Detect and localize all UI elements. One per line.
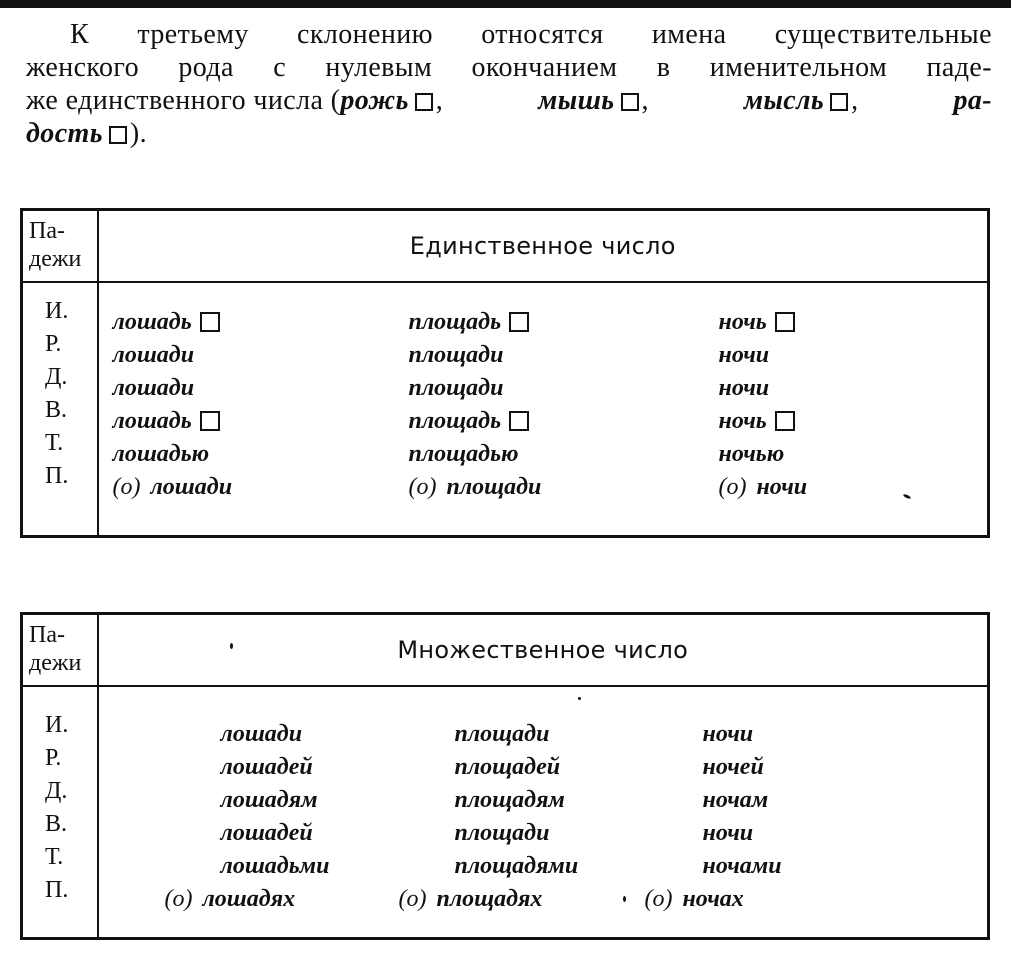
- preposition: (о): [398, 885, 427, 912]
- preposition: (о): [164, 885, 193, 912]
- intro-word: в: [656, 52, 671, 83]
- word-form: ночи: [718, 374, 770, 401]
- intro-line-1: [26, 18, 992, 51]
- word-text: лошади: [150, 473, 233, 500]
- example-word: ра-: [953, 85, 992, 116]
- case-column: [22, 282, 98, 537]
- corner-label: Па-: [29, 622, 65, 648]
- word-text: лошадь: [112, 308, 192, 335]
- top-border-bar: [0, 0, 1011, 8]
- word-text: лошадях: [202, 885, 296, 912]
- case-label: Д.: [45, 363, 68, 390]
- case-label: П.: [45, 462, 69, 489]
- null-ending-box-icon: [621, 93, 639, 111]
- intro-word: склонению: [297, 19, 433, 50]
- intro-paragraph: [26, 18, 992, 150]
- word-form: ночами: [702, 852, 782, 879]
- preposition: (о): [112, 473, 141, 500]
- word-form: ночи: [702, 720, 754, 747]
- intro-example: мысль ,: [743, 85, 859, 116]
- case-label: Р.: [45, 330, 62, 357]
- null-ending-box-icon: [200, 411, 220, 431]
- word-form: площадью: [408, 440, 519, 467]
- intro-line-3-text: же единственного числа (рожь ,: [26, 85, 444, 116]
- word-text: площадь: [408, 407, 502, 434]
- intro-example: мышь ,: [538, 85, 649, 116]
- word-form: [113, 408, 223, 435]
- null-ending-box-icon: [830, 93, 848, 111]
- intro-line-2: [26, 51, 992, 84]
- word-form: [719, 408, 798, 435]
- null-ending-box-icon: [200, 312, 220, 332]
- word-form: площадей: [454, 753, 561, 780]
- preposition: (о): [718, 473, 747, 500]
- corner-label: дежи: [29, 650, 82, 676]
- print-speck: [230, 643, 233, 649]
- word-form: площадям: [454, 786, 565, 813]
- word-form: [409, 474, 542, 501]
- forms-area: [98, 282, 989, 537]
- intro-word: третьему: [137, 19, 249, 50]
- word-form: лошадьми: [220, 852, 330, 879]
- intro-word: нулевым: [325, 52, 433, 83]
- null-ending-box-icon: [109, 126, 127, 144]
- case-label: Т.: [45, 843, 64, 870]
- print-speck: [578, 697, 581, 700]
- word-text: ночи: [756, 473, 808, 500]
- preposition: (о): [408, 473, 437, 500]
- word-text: площадь: [408, 308, 502, 335]
- intro-word: окончанием: [471, 52, 618, 83]
- word-form: [719, 474, 808, 501]
- word-form: лошадей: [220, 819, 313, 846]
- preposition: (о): [644, 885, 673, 912]
- case-label: Д.: [45, 777, 68, 804]
- word-form: ночам: [702, 786, 769, 813]
- word-text: лошадь: [112, 407, 192, 434]
- word-text: ночах: [682, 885, 744, 912]
- intro-word: относятся: [481, 19, 604, 50]
- print-speck: [902, 493, 911, 499]
- word-form: площади: [408, 374, 504, 401]
- case-label: Р.: [45, 744, 62, 771]
- word-form: лошади: [112, 374, 195, 401]
- table-corner-cases: [22, 614, 98, 686]
- intro-text: ).: [129, 118, 148, 149]
- word-form: [719, 309, 798, 336]
- word-form: лошадью: [112, 440, 210, 467]
- word-text: ночь: [718, 308, 767, 335]
- table-corner-cases: [22, 210, 98, 282]
- word-form: лошади: [220, 720, 303, 747]
- word-form: ночью: [718, 440, 785, 467]
- word-form: площади: [408, 341, 504, 368]
- word-form: [409, 309, 533, 336]
- word-text: ночь: [718, 407, 767, 434]
- corner-label: Па-: [29, 218, 65, 244]
- case-label: П.: [45, 876, 69, 903]
- intro-word: К: [70, 19, 90, 50]
- intro-word: именительном: [709, 52, 888, 83]
- intro-word: имена: [651, 19, 727, 50]
- word-form: ночи: [702, 819, 754, 846]
- word-form: площади: [454, 720, 550, 747]
- case-label: В.: [45, 396, 68, 423]
- word-form: лошадям: [220, 786, 318, 813]
- word-form: ночей: [702, 753, 764, 780]
- intro-example: [953, 84, 992, 117]
- null-ending-box-icon: [509, 312, 529, 332]
- case-column: [22, 686, 98, 939]
- example-word: дость: [26, 118, 103, 149]
- word-form: [645, 886, 744, 913]
- word-form: площадями: [454, 852, 579, 879]
- intro-line-3: [26, 84, 992, 117]
- word-form: площади: [454, 819, 550, 846]
- table-header: Единственное число: [98, 210, 989, 282]
- forms-area: [98, 686, 989, 939]
- intro-word: существительные: [774, 19, 992, 50]
- case-label: В.: [45, 810, 68, 837]
- word-form: [113, 309, 223, 336]
- word-form: [409, 408, 533, 435]
- table-header: Множественное число: [98, 614, 989, 686]
- word-form: [399, 886, 543, 913]
- case-label: Т.: [45, 429, 64, 456]
- intro-word: паде-: [926, 52, 992, 83]
- singular-declension-table: [20, 208, 990, 538]
- word-form: [113, 474, 233, 501]
- word-form: ночи: [718, 341, 770, 368]
- null-ending-box-icon: [775, 312, 795, 332]
- null-ending-box-icon: [509, 411, 529, 431]
- word-form: лошади: [112, 341, 195, 368]
- print-speck: [623, 896, 626, 902]
- intro-word: рода: [178, 52, 234, 83]
- null-ending-box-icon: [775, 411, 795, 431]
- example-word: мышь: [538, 85, 615, 116]
- case-label: И.: [45, 711, 69, 738]
- intro-line-4: [26, 117, 992, 150]
- intro-word: женского: [26, 52, 139, 83]
- intro-word: с: [273, 52, 287, 83]
- corner-label: дежи: [29, 246, 82, 272]
- example-word: рожь: [340, 85, 409, 116]
- null-ending-box-icon: [415, 93, 433, 111]
- word-form: [165, 886, 296, 913]
- word-text: площадях: [436, 885, 543, 912]
- case-label: И.: [45, 297, 69, 324]
- word-text: площади: [446, 473, 542, 500]
- word-form: лошадей: [220, 753, 313, 780]
- intro-text: же единственного числа (: [26, 85, 341, 116]
- example-word: мысль: [743, 85, 825, 116]
- plural-declension-table: [20, 612, 990, 940]
